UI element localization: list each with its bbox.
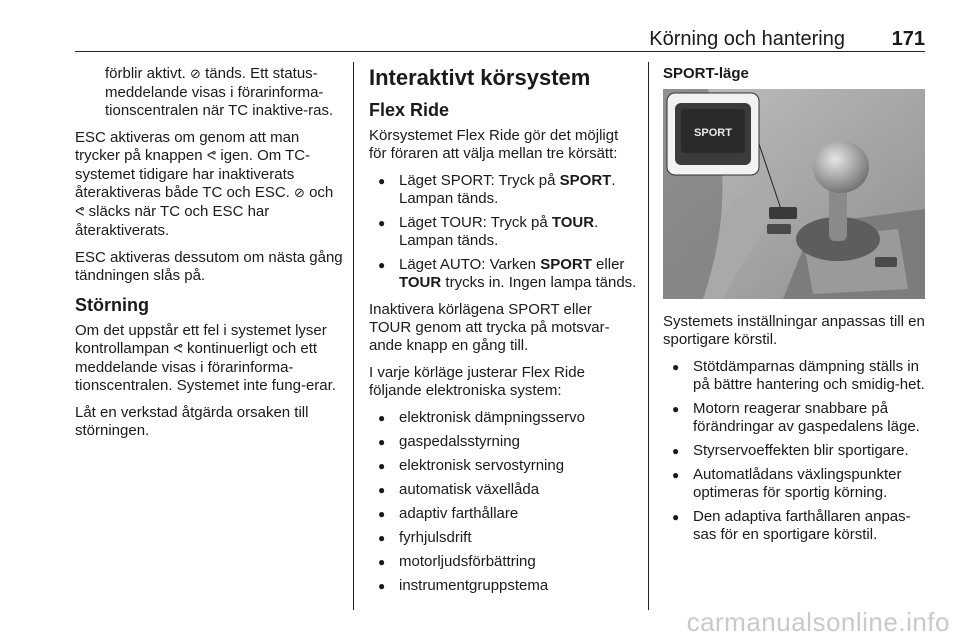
list-item: ● adaptiv farthållare [369,505,637,523]
list-item: ● Läget SPORT: Tryck på SPORT. Lampan tänds. [369,172,637,208]
list-item: ● elektronisk dämpningsservo [369,409,637,427]
paragraph-adjust: I varje körläge justerar Flex Ride följande elektroniska system: [369,364,585,399]
list-item: ● Motorn reagerar snabbare på förändringar av gaspedalens läge. [663,400,926,436]
list-item: ● motorljudsförbättring [369,553,637,571]
paragraph-reactivate: ESC aktiveras om genom att man trycker på knappen ᕙ igen. Om TC-systemet tidigare har inaktiverats återaktiveras både TC och ESC. ⊘ och ᕙ släcks när TC och ESC har återaktiverats. [75,129,334,239]
esc-button-icon: ᕙ [206,149,217,164]
list-item: ● fyrhjulsdrift [369,529,637,547]
list-item: ● gaspedalsstyrning [369,433,637,451]
list-item: ● Styrservoeffekten blir sportigare. [663,442,926,460]
esc-off-icon: ⊘ [190,67,201,82]
list-item: ● instrumentgruppstema [369,577,637,595]
heading-sport-mode: SPORT-läge [663,65,749,82]
page-number: 171 [891,28,925,50]
sport-button-label: SPORT [694,127,732,139]
list-item: ● elektronisk servostyrning [369,457,637,475]
list-item: ● Läget TOUR: Tryck på TOUR. Lampan tänds. [369,214,637,250]
header-rule [75,51,925,52]
watermark: carmanualsonline.info [686,607,950,637]
paragraph-workshop: Låt en verkstad åtgärda orsaken till störningen. [75,404,309,439]
list-item: ● Automatlådans växlingspunkter optimeras för sportig körning. [663,466,926,502]
heading-fault: Störning [75,295,149,315]
column-1 [75,65,343,449]
column-2 [369,65,637,604]
list-item: ● Stötdämparnas dämpning ställs in på bättre hantering och smidig-het. [663,358,926,394]
sport-button-photo [663,89,925,299]
column-3 [663,65,926,553]
paragraph-intro: Körsystemet Flex Ride gör det möjligt för föraren att välja mellan tre körsätt: [369,127,619,162]
sport-effects-list [663,358,926,544]
esc-button-icon: ᕙ [75,205,85,220]
list-item: ● Den adaptiva farthållaren anpas-sas för en sportigare körstil. [663,508,926,544]
heading-interactive-system: Interaktivt körsystem [369,65,591,90]
list-item: ● automatisk växellåda [369,481,637,499]
paragraph-deactivate: Inaktivera körlägena SPORT eller TOUR genom att trycka på motsvar-ande knapp en gång till. [369,301,610,354]
esc-warning-icon: ᕙ [173,342,183,357]
page-header [75,27,925,51]
continued-paragraph: förblir aktivt. ⊘ tänds. Ett status-meddelande visas i förarinforma-tionscentralen när TC inaktive-ras. [105,65,334,119]
section-title: Körning och hantering [649,28,845,50]
mode-list [369,172,637,292]
paragraph-ignition: ESC aktiveras dessutom om nästa gång tändningen slås på. [75,249,343,284]
heading-flex-ride: Flex Ride [369,100,450,120]
system-list [369,409,637,595]
column-divider-2 [648,62,649,610]
esc-off-icon: ⊘ [294,186,305,201]
paragraph-fault: Om det uppstår ett fel i systemet lyser kontrollampan ᕙ kontinuerligt och ett meddelande visas i förarinforma-tionscentralen. Systemet inte fung-erar. [75,322,336,394]
paragraph-sport-intro: Systemets inställningar anpassas till en sportigare körstil. [663,313,925,348]
column-divider-1 [353,62,354,610]
list-item: ● Läget AUTO: Varken SPORT eller TOUR trycks in. Ingen lampa tänds. [369,256,637,292]
